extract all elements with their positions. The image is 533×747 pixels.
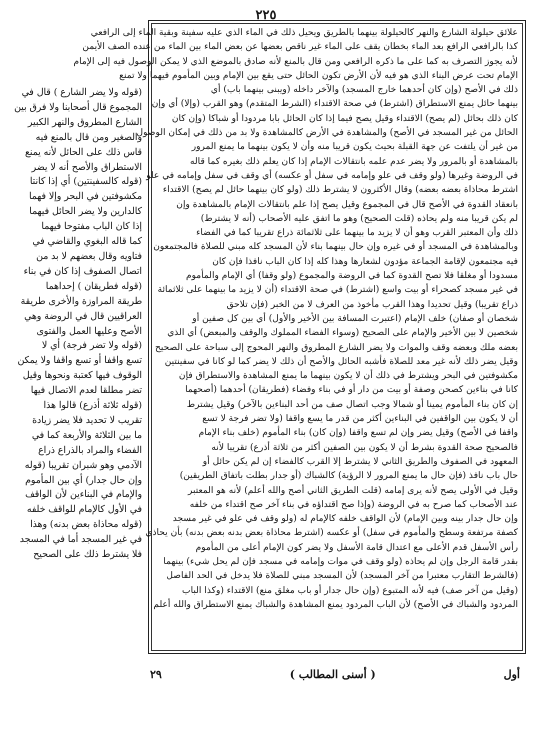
text-line: كصفة مرتفعة وسطح والمأموم في سفل) أو عكسه (اشترط محاذاة بعض بدنه بعض بدنه) بأن يحاذي: [145, 528, 518, 539]
text-line: أن لا يكون بين الواقفين في البناءين أكثر من قدر ما يسع واقفا (ولا تضر فرجة لا تسع: [202, 414, 518, 425]
text-line: ذلك وأن المعتبر القرب وهو أن لا يزيد ما بينهما على ثلاثمائة ذراع تقريبا كما في الفضاء: [196, 228, 518, 239]
text-line: كانا في بناءين كصحن وصفة أو بيت من دار أو في بناء وفضاء (فطريقان) أحدهما (أصحهما: [185, 385, 518, 396]
text-line: (فالشرط التقارب معتبرا من آخر المسجد) لأن المسجد مبني للصلاة فلا يدخل في الحد الفاصل: [166, 571, 518, 582]
text-line: اشترط محاذاة بعضه بعضه) وقال الأكثرون لا يشترط ذلك (ولو كان بينهما حائل لم يصح) الاقتداء: [162, 185, 518, 196]
text-line: رأس الأسفل قدم الأعلى مع اعتدال قامة الأسفل ولا يضر كون الإمام أعلى من المأموم: [195, 542, 518, 553]
margin-line: تضر مطلقا لعدم الاتصال فيها: [30, 385, 142, 397]
margin-line: في الأول كالإمام للواقف خلفه: [26, 504, 142, 516]
text-line: في غير مسجد كصحراء أو بيت واسع (اشترط) في صحة الاقتداء (أن لا يزيد ما بينهما على ثلاثمائة: [157, 285, 518, 296]
text-line: وإن حال جدار بينه وبين الإمام) لأن الواقف خلفه كالإمام له (ولو وقف في علو في غير مسجد: [172, 514, 518, 525]
text-line: عند الأصحاب كما صرح به في الروضة (وإذا صح اقتداؤه في بناء آخر صح اقتداء من خلفه: [189, 499, 518, 510]
text-line: من غير أن يلتفت عن جهة القبلة بحيث يكون قريبا منه وأن لا يكون بينهما ما يمنع المرور: [191, 142, 518, 153]
text-line: واقفا في الأصح) وقيل يضر وإن لم تسع واقفا (وإن كان) بناء المأموم (خلف بناء الإمام: [198, 428, 518, 439]
text-line: بقدر قامة الرجل وإن لم يحاذه (ولو وقف في موات وإمامه في مسجد فإن لم يحل شيء) بينهما: [163, 556, 518, 567]
text-line: مسدودا أو مغلقا فلا تصح القدوة كما في الروضة والمجموع (ولو وقفا) أي الإمام والمأموم: [185, 271, 518, 282]
text-line: المعهود في الصفوف والطريق الثاني لا يشترط إلا القرب كالفضاء إن لم يكن حائل أو: [202, 456, 518, 467]
text-line: فالصحيح صحة القدوة بشرط أن لا يكون بين الصفين أكثر من ثلاثة أذرع) تقريبا لأنه: [211, 442, 518, 453]
text-line: المردود والشباك في الأصح) لأن الباب المردود يمنع المشاهدة والشباك يمنع الاستطراق والله أعلم: [153, 599, 518, 610]
margin-line: في غير المسجد أما في المسجد: [19, 534, 142, 546]
text-line: ذراع تقريبا) وقيل تحديدا وهذا القرب مأخوذ من العرف لا من الخبر (فإن تلاحق: [226, 299, 518, 310]
margin-line: كالدارين ولا يضر الحائل فيهما: [29, 206, 142, 218]
text-line: فيه مجتمعون لإقامة الجماعة مؤدون لشعارها وهذا كله إذا كان الباب نافذا فإن كان: [212, 256, 518, 267]
text-line: وبالمشاهدة في المسجد أو في غيره وإن حال بينهما بناء لأن المسجد كله مبني للصلاة فالمجتمعون: [153, 242, 518, 253]
text-line: حال باب نافذ (فإن حال ما يمنع المرور لا الرؤية) كالشباك (أو جدار بطلت باتفاق الطريقين): [179, 471, 518, 482]
margin-line: فتاويه وقال بعضهم لا بد من: [36, 250, 142, 262]
margin-commentary: [4, 86, 142, 572]
text-line: الحائل من غير المسجد في الأصح) والمشاهدة في الأرض كالمشاهدة ولا بد من ذلك في إمكان الوصول: [136, 128, 518, 139]
margin-line: (قوله ولا تضر فرجة) أي لا: [41, 340, 142, 352]
margin-line: الآدمي وهو شبران تقريبا (قوله: [24, 459, 142, 471]
margin-line: الفضاء والمراد بالذراع ذراع: [38, 444, 142, 456]
margin-line: كما قاله البغوي والقاضي في: [32, 236, 142, 248]
text-line: بعضه ملك وبعضه وقف والموات ولا يضر الشارع المطروق والنهر المحوج إلى سباحة على الصحيح: [155, 342, 518, 353]
margin-line: ما بين الثلاثة والأربعة كما في: [31, 429, 142, 441]
text-line: بالمشاهدة أو بالمرور ولا يضر عدم علمه بانتقالات الإمام إذا كان يعلم ذلك بغيره كما قاله: [190, 156, 518, 167]
margin-line: (قوله ولا يضر الشارع ) قال في: [21, 87, 142, 98]
margin-line: (قوله فطريقان ) إحداهما: [45, 280, 142, 292]
text-line: ذلك في الأصح (وإن كان أحدهما خارج المسجد) والآخر داخله (ويبنى بينهما باب) أي: [210, 85, 518, 96]
margin-line: مكشوفتين في البحر وإلا فهما: [28, 191, 142, 203]
page-number: ٢٢٥: [255, 8, 277, 23]
margin-line: تقريب لا تحديد فلا يضر زيادة: [32, 414, 142, 426]
footer-signature-number: ٢٩: [150, 668, 162, 681]
margin-line: الأصح وعليها العمل والفتوى: [36, 325, 142, 337]
margin-line: وإن حال جدار) أي بين المأموم: [25, 474, 142, 486]
text-line: في الروضة وغيرها (ولو وقف في علو وإمامه في سفل أو عكسه) أي وقف في سفل وإمامه في علو: [146, 170, 518, 181]
text-line: الإمام تحت عرض البناء الذي هو فيه لأن الأرض تكون الحائل حتى يقع بين الإمام وبين المأموم فيهما ولا تمنع: [119, 70, 518, 81]
margin-line: الوقوف فيها كعتبة ونحوها وقيل: [22, 370, 142, 382]
text-line: كان ذلك بحائل (لم يصح) الاقتداء وقيل يصح فيما إذا كان الحائل بابا مردودا أو شباكا (وإن كان: [171, 113, 518, 124]
text-line: لأنه يجوز التصرف به كما على ما ذكره الرافعي ومن قال بالمنع لأنه صادق بالموضع الذي لا يمكن الوصول فيه إلى الإمام: [73, 56, 518, 67]
margin-line: (قوله كالسفينتين) أي إذا كانتا: [29, 176, 142, 188]
margin-line: فلا يشترط ذلك على الصحيح: [33, 549, 142, 561]
text-line: بانعقاد القدوة في الأصح قال في المجموع وقيل يصح إذا علم بانتقالات الإمام بالمشاهدة وإن: [176, 199, 518, 210]
text-line: شخصان أو صفان) خلف الإمام (اعتبرت المسافة بين الأخير والأول) أي بين كل صفين أو: [192, 313, 518, 324]
margin-line: قاس ذلك على الحائل لأنه يمنع: [24, 146, 142, 158]
margin-line: الشارع المطروق والنهر الكبير: [27, 116, 142, 128]
page-footer: [150, 668, 520, 681]
margin-line: (قوله محاذاة بعض بدنه) وهذا: [30, 519, 142, 531]
text-line: وقيل يضر ذلك لأنه غير معد للصلاة فأشبه الحائل والأصح أن ذلك لا يضر كما لو كانا في سفينتين: [164, 356, 518, 367]
margin-line: (قوله ثلاثة أذرع) قالوا هذا: [43, 400, 142, 412]
text-line: علائق حيلولة الشارع والنهر كالحيلولة بينهما بالطريق ويحيل ذلك في الماء الذي عليه سفينة وبقية الماء إلى الرافعي: [90, 28, 518, 38]
margin-line: طريقة المراوزة والأخرى طريقة: [20, 295, 142, 307]
text-line: (وقيل من آخر صف) فيه لأنه المتبوع (وإن حال جدار أو باب مغلق منع) الاقتداء (وكذا الباب: [182, 585, 518, 596]
margin-line: والإمام في البناءين لأن الواقف: [25, 489, 142, 501]
footer-book-title: ( أسنى المطالب ): [289, 668, 376, 681]
text-line: بينهما حائل يمنع الاستطراق (اشترط) في صحة الاقتداء (الشرط المتقدم) وهو القرب (وإلا) أي وإن: [151, 99, 518, 110]
margin-line: إذا كان الباب مفتوحا فيهما: [41, 221, 142, 233]
margin-line: المجموع قال أصحابنا ولا فرق بين: [14, 101, 142, 113]
text-line: إن كان بناء المأموم يمينا أو شمالا وجب اتصال صف من أحد البناءين بالآخر) وقيل يشترط: [186, 399, 518, 410]
text-line: لم يكن قريبا منه ولم يحاذه (قلت الصحيح) وهو ما اتفق عليه الأصحاب (أنه لا يشترط): [200, 213, 518, 224]
text-line: كذا بالرافعي الرافع بعد الماء بخطان يقف على الماء غير ناقص بعضها عن بعض الماء بين الماء من عنده الصف الأيمن: [82, 42, 518, 53]
margin-line: العراقيين قال في الروضة وهي: [24, 310, 142, 322]
margin-line: والصغير ومن قال بالمنع فيه: [35, 131, 142, 143]
text-line: وقيل في الأولى يصح لأنه يرى إمامه (قلت الطريق الثاني أصح والله أعلم) لأنه هو المعتبر: [187, 485, 518, 496]
margin-line: الاستطراق والأصح أنه لا يضر: [31, 161, 142, 173]
text-line: شخصين لا بين الأخير والإمام على الصحيح (وسواء الفضاء المملوك والوقف والمبعض) أي الذي: [167, 328, 518, 339]
margin-line: اتصال الصفوف إذا كان في بناء: [23, 265, 142, 277]
margin-line: تسع واقفا أو تسع واقفا ولا يمكن: [17, 355, 142, 367]
text-line: مكشوفتين في البحر ويشترط في ذلك أن لا يكون بينهما ما يمنع المشاهدة والاستطراق فإن: [178, 371, 518, 382]
footer-volume: أول: [503, 668, 520, 681]
